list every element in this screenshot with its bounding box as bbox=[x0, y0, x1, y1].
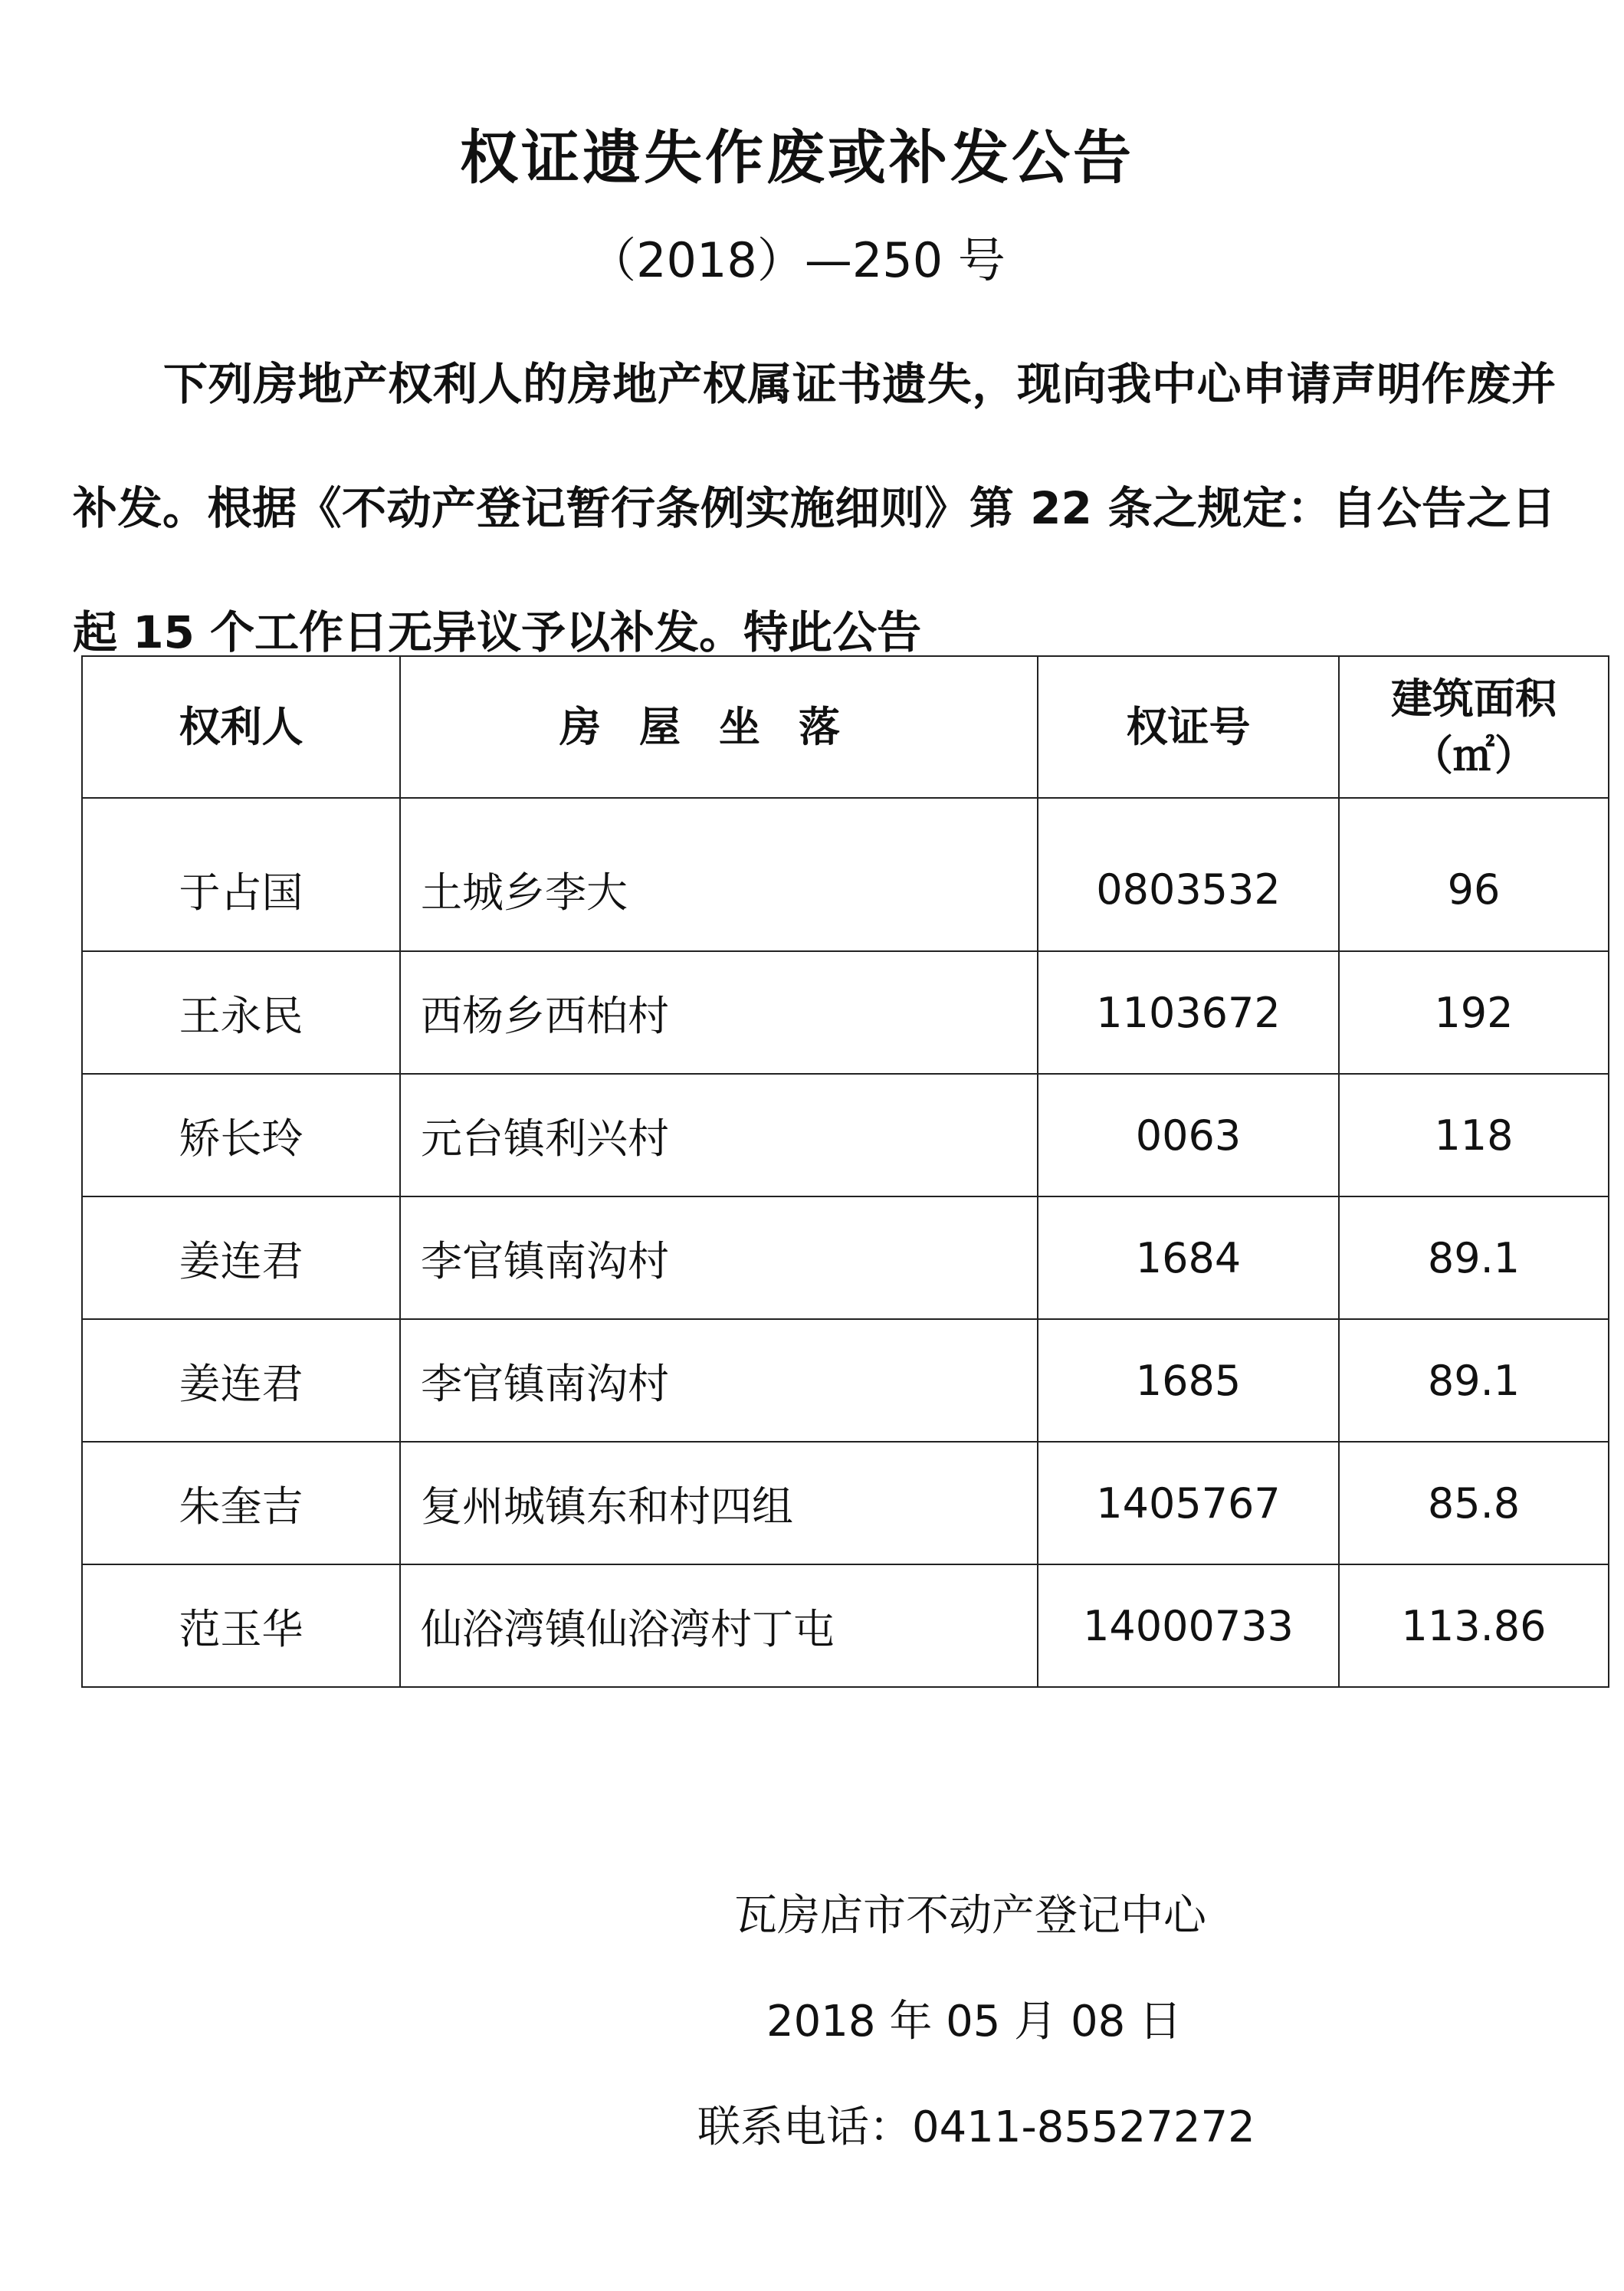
table-header-row bbox=[82, 656, 1609, 798]
document-number: （2018）—250 号 bbox=[589, 232, 1006, 288]
area-cell: 89.1 bbox=[1339, 1196, 1609, 1319]
header-area-line1: 建筑面积 bbox=[1391, 674, 1557, 723]
certificate-cell: 0063 bbox=[1038, 1074, 1339, 1196]
lost-certificate-table bbox=[81, 655, 1609, 1688]
table-row bbox=[82, 1319, 1609, 1442]
table-row bbox=[82, 951, 1609, 1074]
owner-cell: 矫长玲 bbox=[82, 1074, 400, 1196]
location-cell: 复州城镇东和村四组 bbox=[400, 1442, 1038, 1564]
certificate-cell: 1405767 bbox=[1038, 1442, 1339, 1564]
owner-cell: 姜连君 bbox=[82, 1196, 400, 1319]
table-row bbox=[82, 1074, 1609, 1196]
table-row bbox=[82, 1564, 1609, 1687]
area-cell: 85.8 bbox=[1339, 1442, 1609, 1564]
issuing-organization: 瓦房店市不动产登记中心 bbox=[734, 1891, 1206, 1941]
owner-cell: 王永民 bbox=[82, 951, 400, 1074]
location-cell: 李官镇南沟村 bbox=[400, 1196, 1038, 1319]
area-cell: 192 bbox=[1339, 951, 1609, 1074]
owner-cell: 姜连君 bbox=[82, 1319, 400, 1442]
location-cell: 仙浴湾镇仙浴湾村丁屯 bbox=[400, 1564, 1038, 1687]
header-owner: 权利人 bbox=[82, 656, 400, 798]
area-cell: 118 bbox=[1339, 1074, 1609, 1196]
certificate-cell: 0803532 bbox=[1038, 798, 1339, 951]
notice-paragraph: 下列房地产权利人的房地产权属证书遗失，现向我中心申请声明作废并补发。根据《不动产登记暂行条例实施细则》第 22 条之规定：自公告之日起 15 个工作日无异议予以补发。特此公告 bbox=[73, 358, 1556, 658]
header-area-unit: （㎡） bbox=[1412, 730, 1536, 780]
owner-cell: 于占国 bbox=[82, 798, 400, 951]
area-cell: 113.86 bbox=[1339, 1564, 1609, 1687]
certificate-cell: 1684 bbox=[1038, 1196, 1339, 1319]
header-location: 房屋坐落 bbox=[400, 656, 1038, 798]
table-row bbox=[82, 1442, 1609, 1564]
notice-title: 权证遗失作废或补发公告 bbox=[460, 123, 1134, 192]
area-cell: 96 bbox=[1339, 798, 1609, 951]
certificate-cell: 1103672 bbox=[1038, 951, 1339, 1074]
contact-phone: 联系电话：0411-85527272 bbox=[697, 2102, 1255, 2152]
area-cell: 89.1 bbox=[1339, 1319, 1609, 1442]
table-row bbox=[82, 798, 1609, 951]
table-row bbox=[82, 1196, 1609, 1319]
header-certificate: 权证号 bbox=[1038, 656, 1339, 798]
owner-cell: 朱奎吉 bbox=[82, 1442, 400, 1564]
owner-cell: 范玉华 bbox=[82, 1564, 400, 1687]
location-cell: 土城乡李大 bbox=[400, 798, 1038, 951]
location-cell: 李官镇南沟村 bbox=[400, 1319, 1038, 1442]
header-area bbox=[1339, 656, 1609, 798]
certificate-cell: 14000733 bbox=[1038, 1564, 1339, 1687]
location-cell: 元台镇利兴村 bbox=[400, 1074, 1038, 1196]
certificate-cell: 1685 bbox=[1038, 1319, 1339, 1442]
location-cell: 西杨乡西柏村 bbox=[400, 951, 1038, 1074]
issue-date: 2018 年 05 月 08 日 bbox=[766, 1997, 1183, 2046]
